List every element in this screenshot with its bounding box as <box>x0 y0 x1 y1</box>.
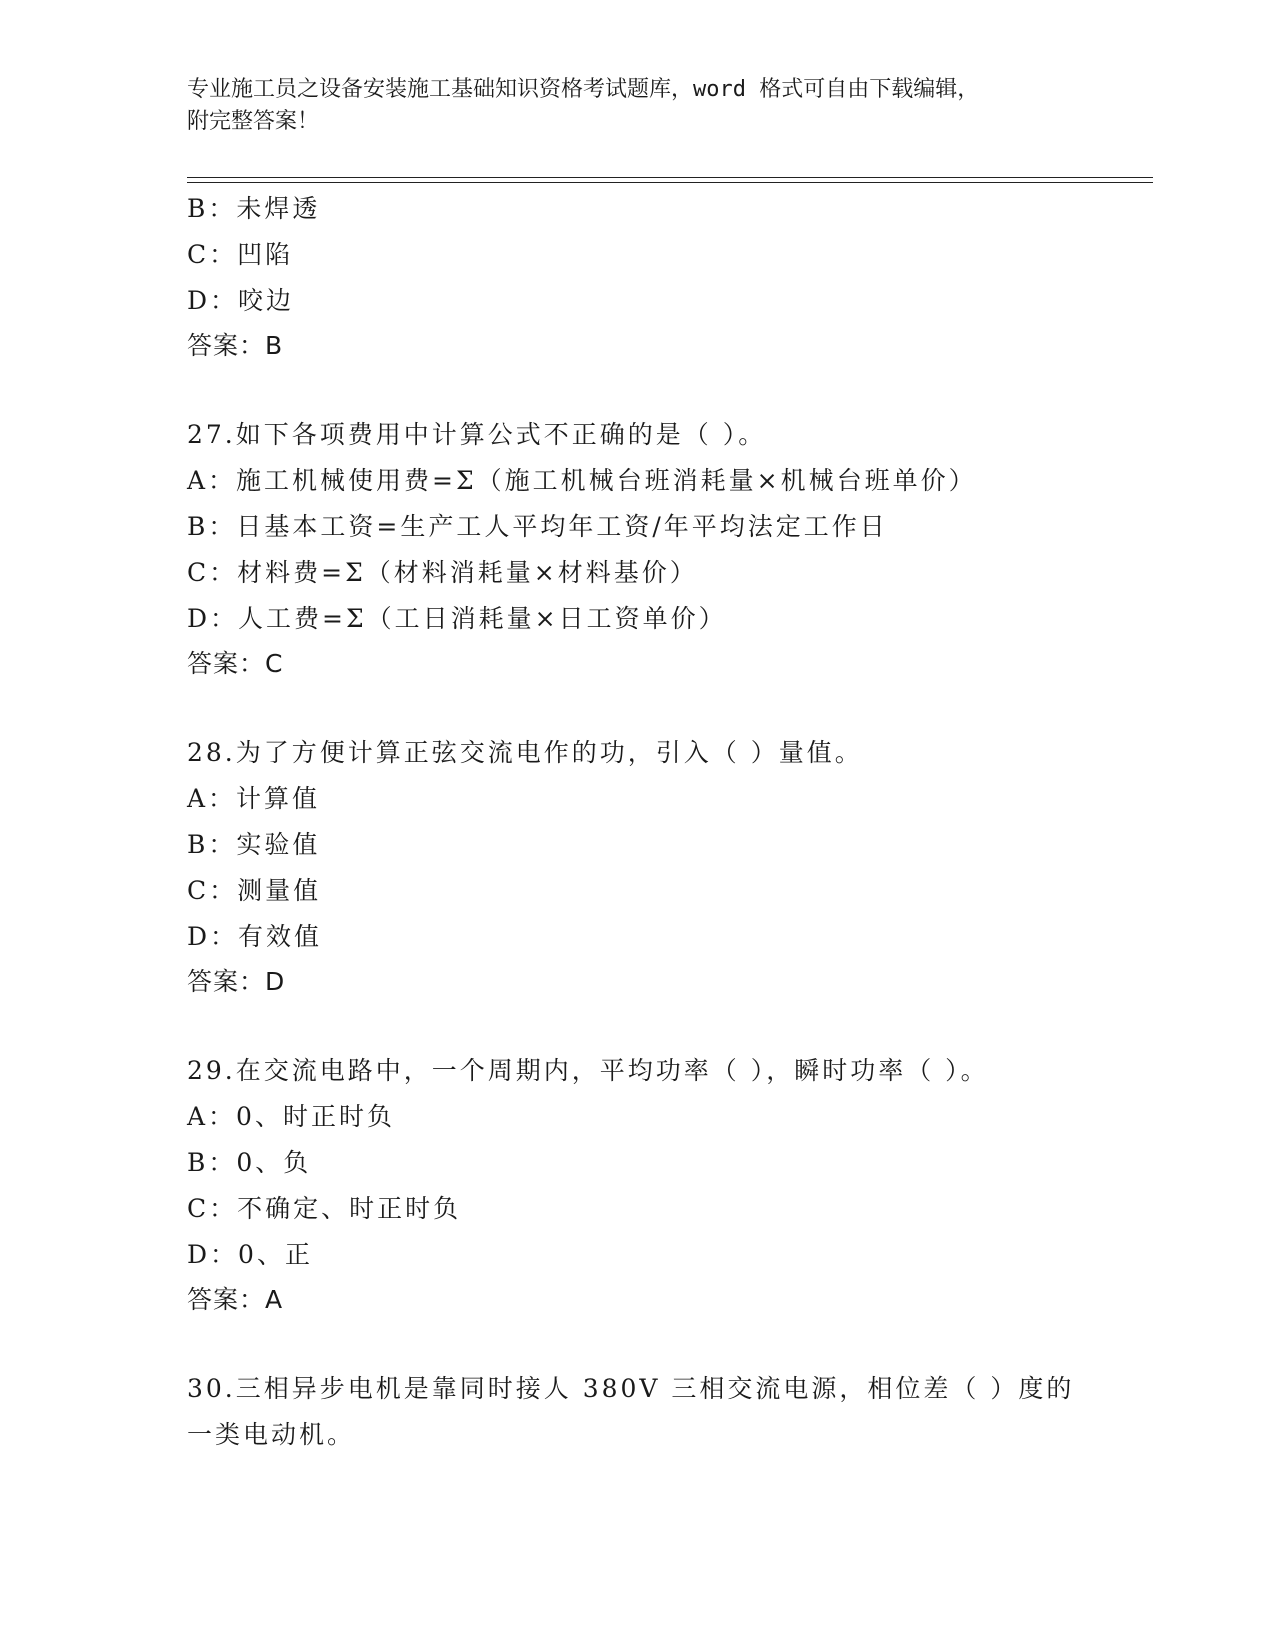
question-30 <box>187 1366 1087 1458</box>
answer: 答案：B <box>187 331 284 360</box>
option-a: A：0、时正时负 <box>187 1102 395 1131</box>
question-27 <box>187 412 1087 686</box>
header-divider-bottom <box>187 182 1153 183</box>
option-b: B：未焊透 <box>187 194 321 223</box>
option-b: B：实验值 <box>187 830 321 859</box>
question-29 <box>187 1048 1087 1322</box>
option-c: C：测量值 <box>187 876 322 905</box>
answer: 答案：C <box>187 649 284 678</box>
question-text-line-2: 一类电动机。 <box>187 1420 356 1449</box>
header-divider-top <box>187 177 1153 178</box>
option-a: A：计算值 <box>187 784 321 813</box>
option-b: B：0、负 <box>187 1148 312 1177</box>
answer: 答案：D <box>187 967 286 996</box>
option-d: D：有效值 <box>187 922 323 951</box>
question-list <box>187 186 1087 1458</box>
question-text-line-1: 30.三相异步电机是靠同时接人 380V 三相交流电源，相位差（ ）度的 <box>187 1374 1075 1403</box>
question-26 <box>187 186 1087 368</box>
option-d: D：0、正 <box>187 1240 313 1269</box>
option-c: C：不确定、时正时负 <box>187 1194 462 1223</box>
question-text: 27.如下各项费用中计算公式不正确的是（ ）。 <box>187 420 767 449</box>
option-b: B：日基本工资=生产工人平均年工资/年平均法定工作日 <box>187 512 888 541</box>
header-line-2: 附完整答案！ <box>187 109 320 134</box>
question-text: 28.为了方便计算正弦交流电作的功，引入（ ）量值。 <box>187 738 863 767</box>
header-line-1: 专业施工员之设备安装施工基础知识资格考试题库，word 格式可自由下载编辑， <box>187 77 980 102</box>
option-d: D：人工费=Σ（工日消耗量×日工资单价） <box>187 604 727 633</box>
option-a: A：施工机械使用费=Σ（施工机械台班消耗量×机械台班单价） <box>187 466 977 495</box>
answer: 答案：A <box>187 1285 284 1314</box>
option-c: C：凹陷 <box>187 240 294 269</box>
option-d: D：咬边 <box>187 286 295 315</box>
page-header <box>187 74 1067 138</box>
question-28 <box>187 730 1087 1004</box>
question-text: 29.在交流电路中，一个周期内，平均功率（ ），瞬时功率（ ）。 <box>187 1056 989 1085</box>
option-c: C：材料费=Σ（材料消耗量×材料基价） <box>187 558 698 587</box>
